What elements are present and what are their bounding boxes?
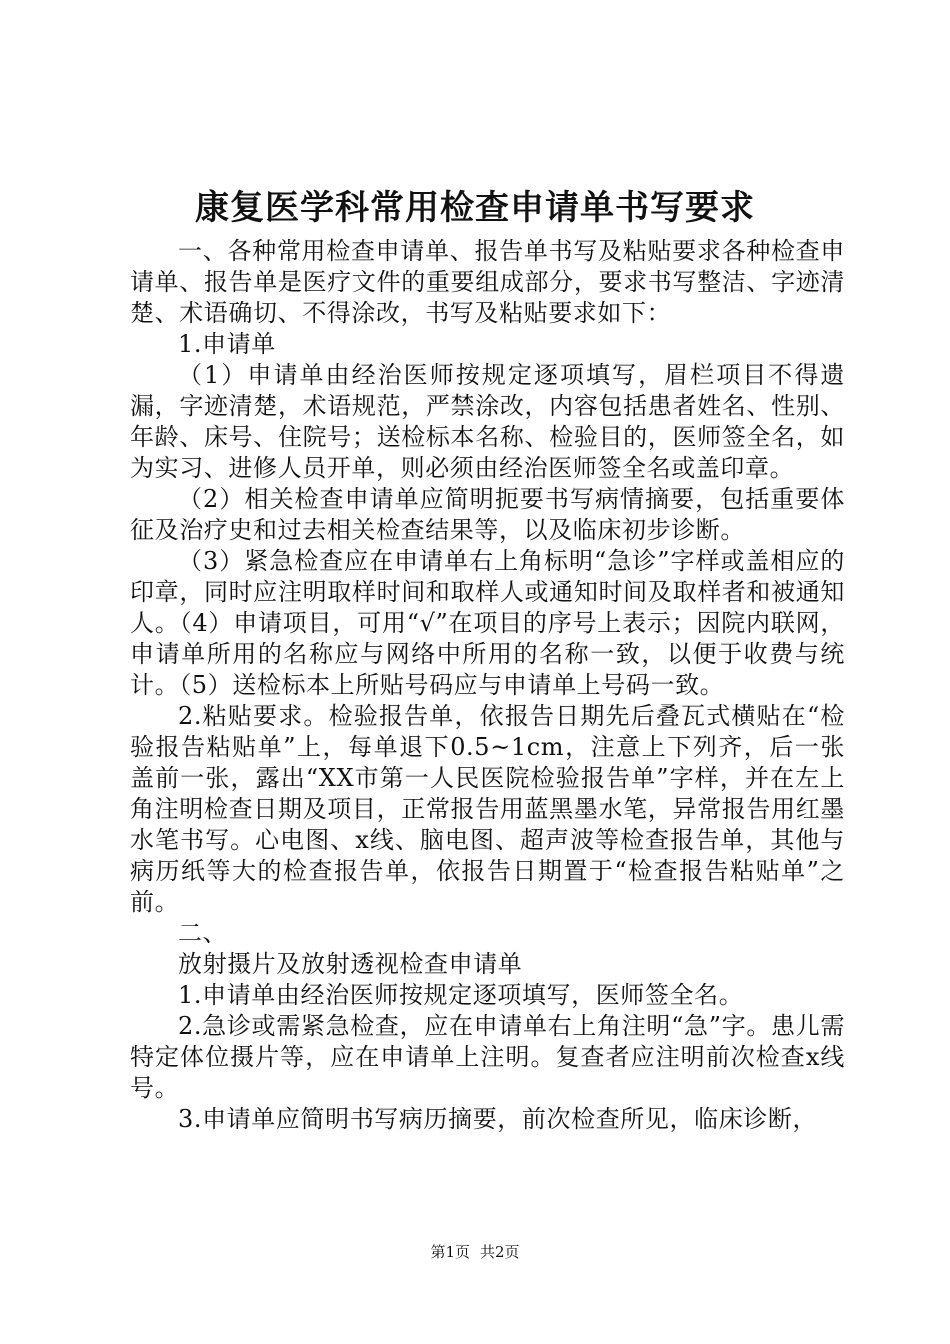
paragraph-item-2: （2）相关检查申请单应简明扼要书写病情摘要，包括重要体征及治疗史和过去相关检查结果等，以及临床初步诊断。	[130, 485, 845, 544]
page-footer	[0, 1242, 950, 1262]
paragraph-heading-application-form: 1.申请单	[178, 330, 276, 358]
document-body	[130, 236, 845, 1135]
paragraph-radiology-item-2: 2.急诊或需紧急检查，应在申请单右上角注明“急”字。患儿需特定体位摄片等，应在申请单上注明。复查者应注明前次检查x线号。	[130, 1012, 845, 1102]
paragraph-radiology-item-1: 1.申请单由经治医师按规定逐项填写，医师签全名。	[178, 981, 744, 1009]
paragraph-intro: 一、各种常用检查申请单、报告单书写及粘贴要求各种检查申请单、报告单是医疗文件的重要组成部分，要求书写整洁、字迹清楚、术语确切、不得涂改，书写及粘贴要求如下：	[130, 237, 845, 327]
paragraph-item-1: （1）申请单由经治医师按规定逐项填写，眉栏项目不得遗漏，字迹清楚，术语规范，严禁涂改，内容包括患者姓名、性别、年龄、床号、住院号；送检标本名称、检验目的，医师签全名，如为实习、进修人员开单，则必须由经治医师签全名或盖印章。	[130, 361, 845, 482]
page-total: 共2页	[480, 1243, 520, 1261]
document-title: 康复医学科常用检查申请单书写要求	[195, 188, 755, 228]
page-number: 第1页	[430, 1243, 470, 1261]
paragraph-pasting-requirements: 2.粘贴要求。检验报告单，依报告日期先后叠瓦式横贴在“检验报告粘贴单”上，每单退下0.5~1cm，注意上下列齐，后一张盖前一张，露出“XX市第一人民医院检验报告单”字样，并在左上角注明检查日期及项目，正常报告用蓝黑墨水笔，异常报告用红墨水笔书写。心电图、x线、脑电图、超声波等检查报告单，其他与病历纸等大的检查报告单，依报告日期置于“检查报告粘贴单”之前。	[130, 702, 845, 916]
paragraph-item-3-5: （3）紧急检查应在申请单右上角标明“急诊”字样或盖相应的印章，同时应注明取样时间和取样人或通知时间及取样者和被通知人。（4）申请项目，可用“√”在项目的序号上表示；因院内联网，申请单所用的名称应与网络中所用的名称一致，以便于收费与统计。（5）送检标本上所贴号码应与申请单上号码一致。	[130, 547, 845, 699]
paragraph-section-two-number: 二、	[178, 919, 228, 947]
paragraph-section-two-heading: 放射摄片及放射透视检查申请单	[178, 950, 523, 978]
paragraph-radiology-item-3: 3.申请单应简明书写病历摘要，前次检查所见，临床诊断，	[178, 1105, 818, 1133]
